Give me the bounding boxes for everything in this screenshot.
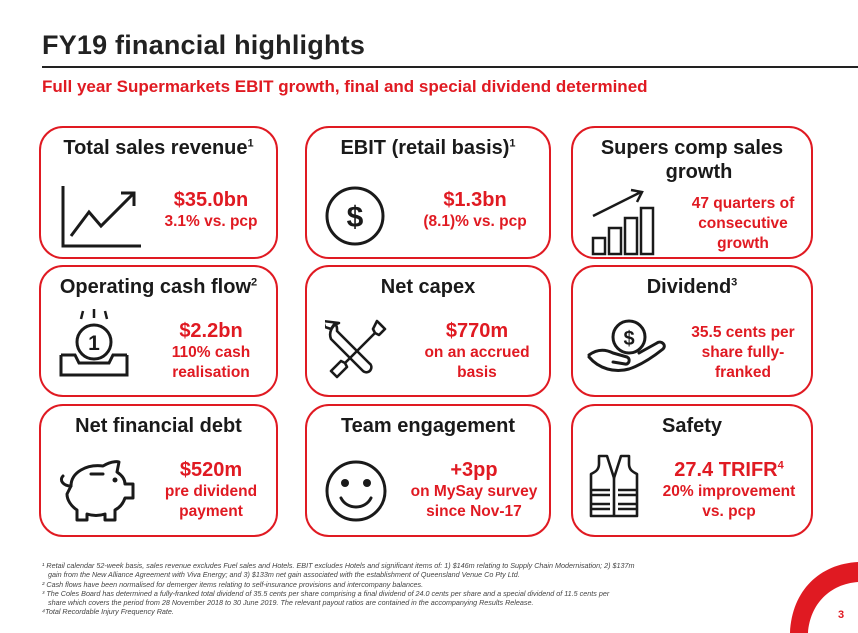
svg-text:1: 1 <box>88 332 100 355</box>
metric <box>397 458 551 522</box>
card-title: Supers comp sales growth <box>600 137 784 183</box>
page-title: FY19 financial highlights <box>42 30 366 60</box>
card-total-sales-revenue <box>39 126 278 259</box>
card-net-financial-debt <box>39 404 278 537</box>
bar-growth-icon <box>589 186 669 256</box>
title-divider <box>42 66 858 68</box>
metric <box>645 458 813 522</box>
metric-detail: on MySay survey <box>410 483 538 500</box>
metric-value: 27.4 TRIFR$^4$ <box>674 459 784 481</box>
footnote: ³ The Coles Board has determined a fully-franked total dividend of 35.5 cents per share comprising a final dividend of 24.0 cents per share and a special dividend of 11.5 cents per <box>42 588 610 598</box>
corner-arc-decoration <box>790 560 858 633</box>
card-title: Operating cash flow$^2$ <box>59 276 258 298</box>
metric-value: $1.3bn <box>443 189 507 211</box>
card-title: Net capex <box>380 276 476 298</box>
metric <box>141 319 281 383</box>
metric-detail: growth <box>717 235 769 252</box>
metric <box>399 188 551 232</box>
metric-detail: 20% improvement <box>662 483 796 500</box>
svg-text:$: $ <box>346 201 364 234</box>
page-number: 3 <box>838 609 845 621</box>
metric-detail: 3.1% vs. pcp <box>164 213 258 230</box>
metric-detail: consecutive <box>698 215 788 232</box>
card-title: Net financial debt <box>75 415 242 437</box>
card-title: Dividend$^3$ <box>646 276 738 298</box>
card-title: Total sales revenue$^1$ <box>63 137 254 159</box>
card-safety <box>571 404 813 537</box>
metric-detail: basis <box>457 364 497 381</box>
footnote: ² Cash flows have been normalised for demerger items relating to self-insurance provisions and intercompany balances. <box>42 579 424 589</box>
tools-icon <box>325 317 389 381</box>
coin-tray-icon <box>57 307 131 383</box>
metric <box>141 458 281 522</box>
footnote: ⁴Total Recordable Injury Frequency Rate. <box>42 607 174 617</box>
trend-up-chart-icon <box>59 184 143 248</box>
footnote: ¹ Retail calendar 52-week basis, sales revenue excludes Fuel sales and Hotels. EBIT excludes Hotels and significant items of: 1) $146m relating to Supply Chain Modernisation; 2) $137m <box>42 561 635 570</box>
metric <box>403 319 551 383</box>
metric-value: $2.2bn <box>179 320 243 342</box>
metric-detail: (8.1)% vs. pcp <box>423 213 527 230</box>
card-title: Team engagement <box>340 415 516 437</box>
metric <box>677 194 809 254</box>
metric <box>141 188 281 232</box>
card-title: Safety <box>661 415 723 437</box>
svg-text:$: $ <box>623 328 635 350</box>
metric-detail: 35.5 cents per <box>691 324 795 341</box>
metric-detail: vs. pcp <box>702 503 756 520</box>
metric <box>677 323 809 383</box>
dollar-coin-icon <box>323 184 387 248</box>
piggy-bank-icon <box>55 458 139 522</box>
page-subtitle: Full year Supermarkets EBIT growth, final and special dividend determined <box>42 77 648 96</box>
metric-detail: 110% cash <box>171 344 251 361</box>
metric-detail: 47 quarters of <box>691 195 795 212</box>
metric-value: +3pp <box>450 459 498 481</box>
metric-detail: franked <box>715 364 771 381</box>
card-supers-comp-sales <box>571 126 813 259</box>
metric-detail: since Nov-17 <box>426 503 522 520</box>
metric-detail: share fully- <box>701 344 785 361</box>
metric-value: $770m <box>445 320 509 342</box>
card-team-engagement <box>305 404 551 537</box>
footnotes <box>42 561 802 617</box>
card-operating-cash-flow <box>39 265 278 397</box>
safety-vest-icon <box>583 452 645 520</box>
metric-detail: realisation <box>172 364 250 381</box>
hand-coin-icon <box>585 317 671 375</box>
metric-value: $520m <box>179 459 243 481</box>
metric-detail: on an accrued <box>424 344 530 361</box>
footnote: share which covers the period from 28 November 2018 to 30 June 2019. The relevant payout ratios are contained in the accompanying Results Release. <box>48 598 534 608</box>
card-ebit <box>305 126 551 259</box>
metric-detail: pre dividend <box>164 483 258 500</box>
metric-value: $35.0bn <box>173 189 249 211</box>
card-dividend <box>571 265 813 397</box>
card-net-capex <box>305 265 551 397</box>
metric-detail: payment <box>179 503 243 520</box>
card-title: EBIT (retail basis)$^1$ <box>340 137 516 159</box>
footnote: gain from the New Alliance Agreement with Viva Energy; and 3) $133m net gain associated with the establishment of Queensland Venue Co Pty Ltd. <box>48 570 520 580</box>
smiley-face-icon <box>323 458 389 524</box>
